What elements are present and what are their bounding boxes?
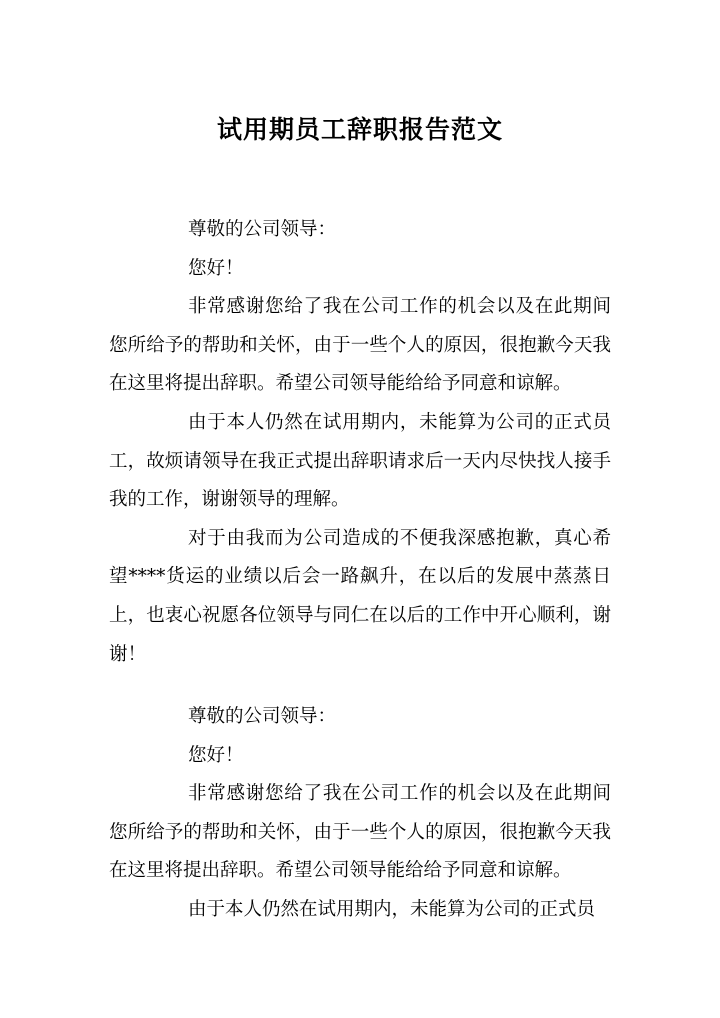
- letter-block: [109, 698, 611, 930]
- paragraph: 由于本人仍然在试用期内，未能算为公司的正式员工，故烦请领导在我正式提出辞职请求后一天内尽快找人接手我的工作，谢谢领导的理解。: [109, 411, 611, 511]
- paragraph: 由于本人仍然在试用期内，未能算为公司的正式员: [188, 898, 596, 920]
- paragraph: 非常感谢您给了我在公司工作的机会以及在此期间您所给予的帮助和关怀，由于一些个人的原因，很抱歉今天我在这里将提出辞职。希望公司领导能给给予同意和谅解。: [109, 296, 611, 395]
- salutation: 尊敬的公司领导：: [188, 706, 337, 727]
- document-title: 试用期员工辞职报告范文: [216, 115, 503, 144]
- salutation: 尊敬的公司领导：: [188, 219, 337, 240]
- paragraph: 对于由我而为公司造成的不便我深感抱歉，真心希望****货运的业绩以后会一路飙升，在以后的发展中蒸蒸日上，也衷心祝愿各位领导与同仁在以后的工作中开心顺利，谢谢！: [109, 527, 611, 665]
- paragraph: 非常感谢您给了我在公司工作的机会以及在此期间您所给予的帮助和关怀，由于一些个人的原因，很抱歉今天我在这里将提出辞职。希望公司领导能给给予同意和谅解。: [109, 783, 611, 882]
- greeting: 您好！: [188, 744, 244, 766]
- greeting: 您好！: [188, 257, 244, 279]
- letter-block: [109, 211, 611, 674]
